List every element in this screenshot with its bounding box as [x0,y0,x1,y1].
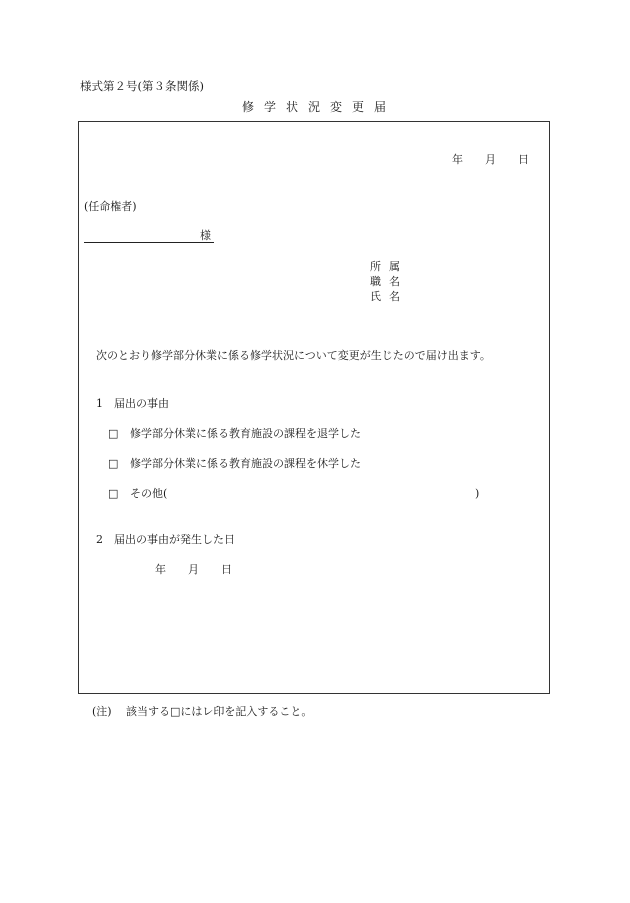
affiliation-field[interactable] [370,261,400,272]
appointer-label: (任命権者) [84,200,137,213]
option-other[interactable] [108,488,167,499]
footnote [92,706,312,717]
honorific-sama: 様 [200,229,211,242]
other-close-paren: ) [475,487,480,500]
checkbox-icon[interactable]: □ [108,427,119,440]
position-field[interactable] [370,276,400,287]
date-month-label: 月 [485,153,496,166]
date-day-label: 日 [518,153,529,166]
checkbox-icon[interactable]: □ [108,487,119,500]
option-label: 修学部分休業に係る教育施設の課程を退学した [130,427,361,440]
form-number-label: 様式第２号(第３条関係) [80,79,204,93]
option-label: 修学部分休業に係る教育施設の課程を休学した [130,457,361,470]
checkbox-icon[interactable]: □ [108,457,119,470]
position-label-1: 職 [370,275,381,288]
date-year-label: 年 [452,153,463,166]
name-field[interactable] [370,291,400,302]
position-label-2: 名 [389,275,400,288]
footnote-label: (注) [92,705,112,718]
submission-date[interactable] [452,154,529,165]
section1-title: 1 届出の事由 [96,397,169,410]
option-withdrawn[interactable] [108,428,361,439]
form-title: 修学状況変更届 [241,100,396,114]
name-label-2: 名 [389,290,400,303]
name-label-1: 氏 [370,290,381,303]
affiliation-label-1: 所 [370,260,381,273]
date-year-label: 年 [155,563,166,576]
affiliation-label-2: 属 [389,260,400,273]
intro-statement: 次のとおり修学部分休業に係る修学状況について変更が生じたので届け出ます。 [96,349,491,362]
addressee-name-line[interactable] [84,242,214,243]
option-leave-of-absence[interactable] [108,458,361,469]
date-day-label: 日 [221,563,232,576]
section2-title: 2 届出の事由が発生した日 [96,533,235,546]
option-label: その他( [130,487,168,500]
occurrence-date[interactable] [155,564,232,575]
date-month-label: 月 [188,563,199,576]
footnote-text: 該当する□にはレ印を記入すること。 [126,705,313,718]
